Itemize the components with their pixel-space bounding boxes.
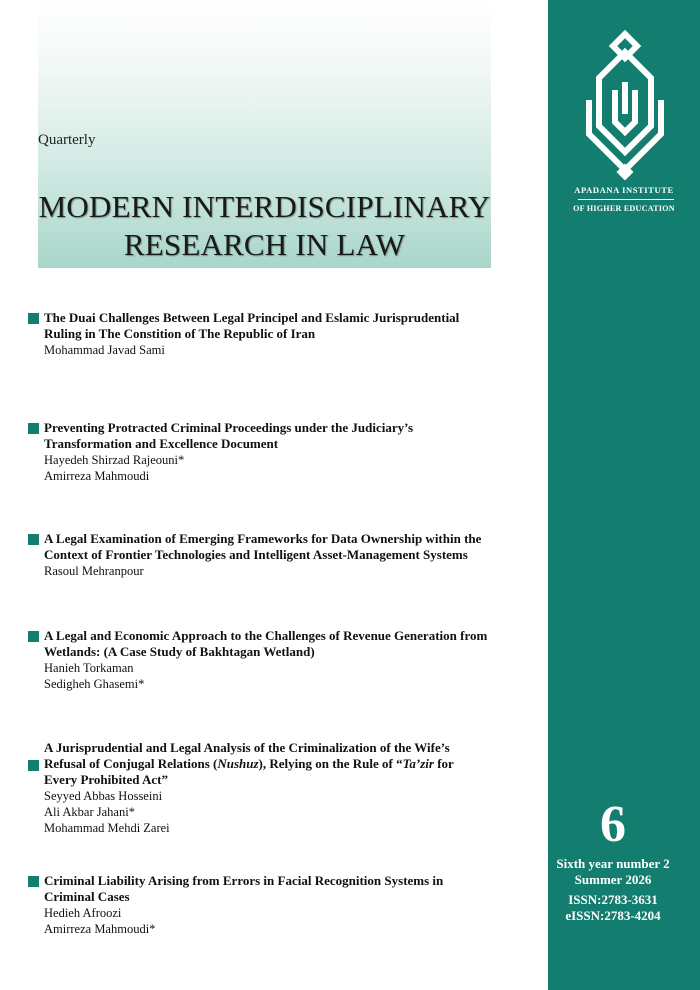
journal-title-line1: MODERN INTERDISCIPLINARY (38, 189, 491, 224)
institute-name-line2: OF HIGHER EDUCATION (573, 204, 675, 213)
bullet-square-icon (28, 876, 39, 887)
institute-divider (578, 199, 674, 200)
article-author: Amirreza Mahmoudi (44, 469, 150, 483)
issn: ISSN:2783-3631 (568, 892, 658, 907)
article-item[interactable] (28, 531, 538, 579)
article-author: Seyyed Abbas Hosseini (44, 789, 163, 803)
article-title[interactable]: The Duai Challenges Between Legal Principel and Eslamic Jurisprudential Ruling in The Constition of The Republic of Iran (44, 310, 460, 341)
institute-logo-icon (575, 30, 675, 180)
bullet-square-icon (28, 423, 39, 434)
article-author: Sedigheh Ghasemi* (44, 677, 145, 691)
article-author: Mohammad Javad Sami (44, 343, 165, 357)
article-title[interactable]: A Legal Examination of Emerging Frameworks for Data Ownership within the Context of Frontier Technologies and Intelligent Asset-Management Systems (44, 531, 482, 562)
article-author: Mohammad Mehdi Zarei (44, 821, 170, 835)
article-item[interactable] (28, 420, 538, 484)
issue-info (548, 856, 678, 924)
bullet-square-icon (28, 760, 39, 771)
journal-title (38, 188, 491, 264)
bullet-square-icon (28, 313, 39, 324)
article-author: Rasoul Mehranpour (44, 564, 144, 578)
article-author: Ali Akbar Jahani* (44, 805, 135, 819)
issue-season: Summer 2026 (574, 872, 652, 887)
article-title[interactable]: Preventing Protracted Criminal Proceedings under the Judiciary’s Transformation and Excellence Document (44, 420, 414, 451)
article-title[interactable]: Criminal Liability Arising from Errors in Facial Recognition Systems in Criminal Cases (44, 873, 444, 904)
article-item[interactable] (28, 873, 538, 937)
bullet-square-icon (28, 534, 39, 545)
article-author: Hedieh Afroozi (44, 906, 122, 920)
issue-year-line: Sixth year number 2 (556, 856, 670, 871)
journal-title-line2: RESEARCH IN LAW (123, 227, 406, 262)
article-title[interactable]: A Legal and Economic Approach to the Challenges of Revenue Generation from Wetlands: (A Case Study of Bakhtagan Wetland) (44, 628, 488, 659)
eissn: eISSN:2783-4204 (565, 908, 661, 923)
institute-name-line1: APADANA INSTITUTE (574, 185, 674, 195)
article-item[interactable] (28, 628, 538, 692)
frequency-label: Quarterly (38, 132, 96, 148)
article-author: Amirreza Mahmoudi* (44, 922, 156, 936)
article-item[interactable] (28, 740, 538, 836)
article-author: Hanieh Torkaman (44, 661, 134, 675)
article-item[interactable] (28, 310, 538, 358)
issue-number: 6 (600, 796, 626, 853)
bullet-square-icon (28, 631, 39, 642)
article-author: Hayedeh Shirzad Rajeouni* (44, 453, 185, 467)
article-title[interactable]: A Jurisprudential and Legal Analysis of the Criminalization of the Wife’s Refusal of Conjugal Relations (Nushuz), Relying on the Rule of “Ta’zir for Every Prohibited Act” (44, 740, 454, 787)
